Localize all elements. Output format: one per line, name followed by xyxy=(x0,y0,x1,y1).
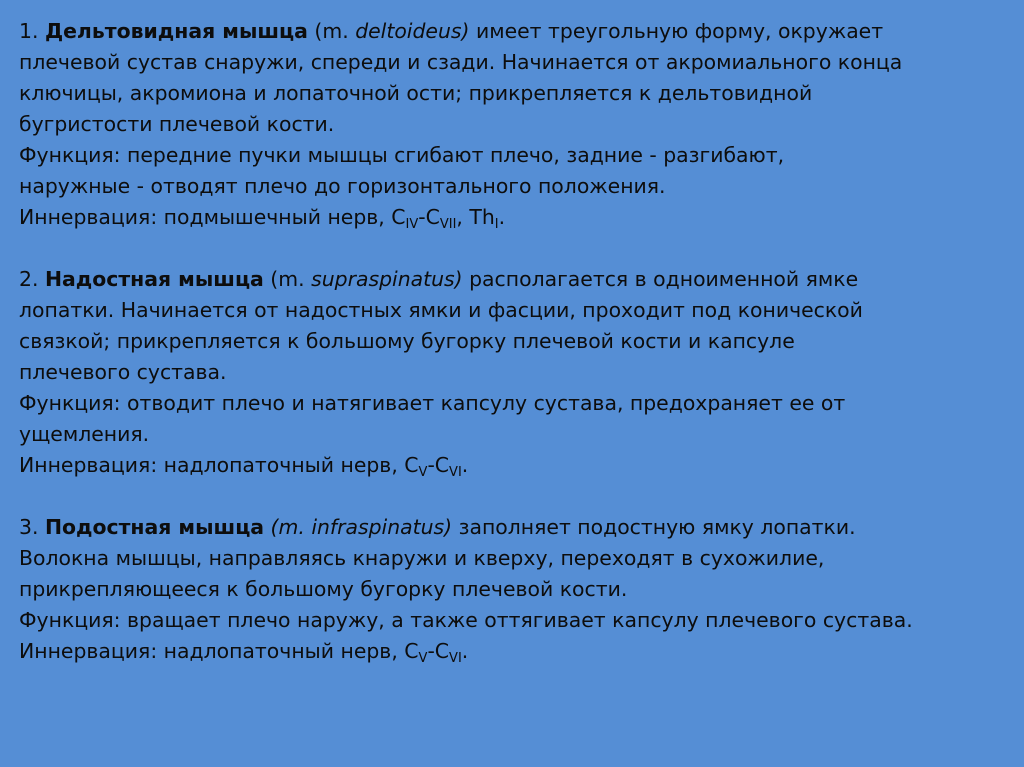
latin-name: (m. infraspinatus) xyxy=(264,515,453,539)
function-line: Функция: вращает плечо наружу, а также оттягивает капсулу плечевого сустава. xyxy=(19,608,913,632)
text-line: плечевого сустава. xyxy=(19,360,227,384)
text-line: плечевой сустав снаружи, спереди и сзади. Начинается от акромиального конца xyxy=(19,50,903,74)
innervation-text: -C xyxy=(418,205,440,229)
section-number: 1. xyxy=(19,19,45,43)
function-line: Функция: отводит плечо и натягивает капсулу сустава, предохраняет ее от xyxy=(19,391,846,415)
innervation-line xyxy=(19,636,1009,667)
text-line: прикрепляющееся к большому бугорку плечевой кости. xyxy=(19,577,628,601)
latin-name: deltoideus) xyxy=(355,19,470,43)
function-line: Функция: передние пучки мышцы сгибают плечо, задние - разгибают, xyxy=(19,143,785,167)
latin-name: supraspinatus) xyxy=(311,267,463,291)
section-supraspinatus xyxy=(19,264,1009,481)
section-deltoid xyxy=(19,16,1009,233)
muscle-name: Дельтовидная мышца xyxy=(44,19,308,43)
line-rest: располагается в одноименной ямке xyxy=(462,267,859,291)
innervation-subscript: VII xyxy=(439,217,457,232)
innervation-text: . xyxy=(498,205,506,229)
innervation-subscript: VI xyxy=(449,465,462,480)
text-line: Волокна мышцы, направляясь кнаружи и кверху, переходят в сухожилие, xyxy=(19,546,825,570)
innervation-subscript: VI xyxy=(449,651,462,666)
innervation-text: . xyxy=(461,453,469,477)
innervation-subscript: V xyxy=(418,651,428,666)
innervation-subscript: I xyxy=(494,217,499,232)
text-line: лопатки. Начинается от надостных ямки и фасции, проходит под конической xyxy=(19,298,863,322)
muscle-name: Надостная мышца xyxy=(44,267,264,291)
function-line: наружные - отводят плечо до горизонтального положения. xyxy=(19,174,666,198)
innervation-text: Иннервация: подмышечный нерв, C xyxy=(19,205,406,229)
text-line xyxy=(19,16,1009,47)
latin-open: (m. xyxy=(307,19,356,43)
innervation-text: -C xyxy=(427,453,450,477)
innervation-text: . xyxy=(461,639,469,663)
innervation-text: -C xyxy=(427,639,450,663)
innervation-subscript: IV xyxy=(405,217,419,232)
innervation-text: Иннервация: надлопаточный нерв, C xyxy=(19,453,419,477)
text-line xyxy=(19,512,1009,543)
text-line: бугристости плечевой кости. xyxy=(19,112,335,136)
innervation-line xyxy=(19,202,1009,233)
line-rest: имеет треугольную форму, окружает xyxy=(469,19,884,43)
text-line: ключицы, акромиона и лопаточной ости; прикрепляется к дельтовидной xyxy=(19,81,813,105)
function-line: ущемления. xyxy=(19,422,150,446)
section-infraspinatus xyxy=(19,512,1009,667)
latin-open: (m. xyxy=(263,267,312,291)
slide-text-body xyxy=(19,16,1009,667)
section-number: 3. xyxy=(19,515,45,539)
text-line xyxy=(19,264,1009,295)
innervation-text: , Th xyxy=(456,205,495,229)
muscle-name: Подостная мышца xyxy=(44,515,265,539)
innervation-line xyxy=(19,450,1009,481)
line-rest: заполняет подостную ямку лопатки. xyxy=(452,515,856,539)
innervation-text: Иннервация: надлопаточный нерв, C xyxy=(19,639,419,663)
section-number: 2. xyxy=(19,267,45,291)
innervation-subscript: V xyxy=(418,465,428,480)
text-line: связкой; прикрепляется к большому бугорку плечевой кости и капсуле xyxy=(19,329,795,353)
